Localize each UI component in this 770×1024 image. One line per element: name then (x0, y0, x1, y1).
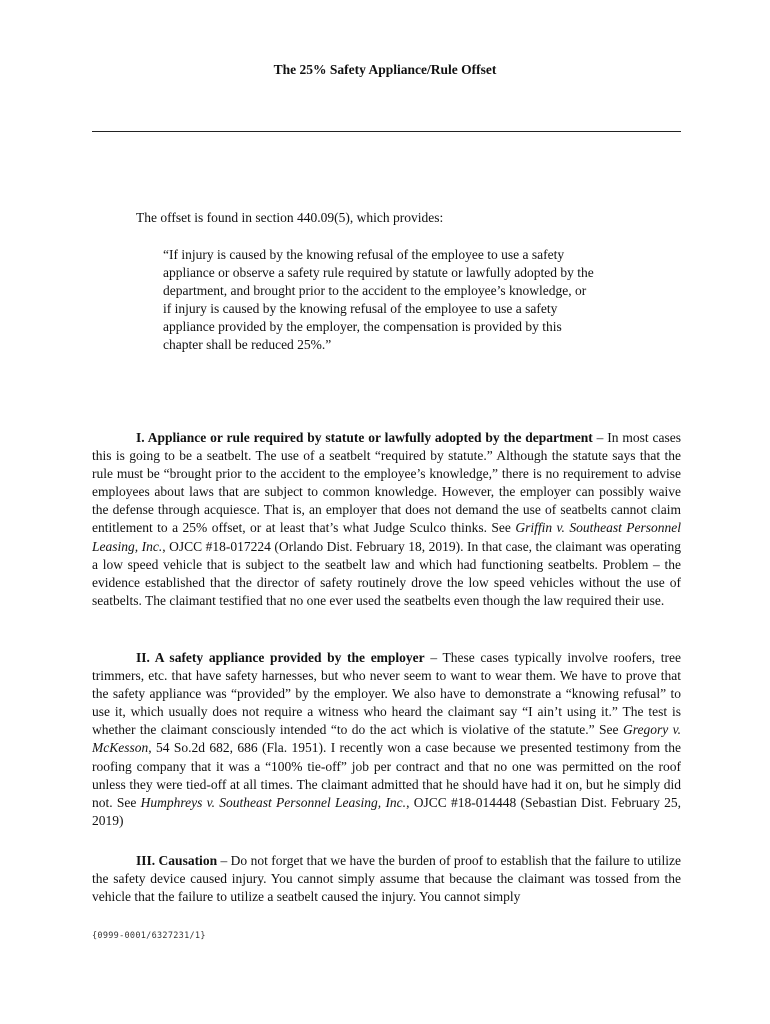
case-citation: Humphreys v. Southeast Personnel Leasing, Inc. (140, 794, 407, 810)
section-body: , OJCC #18-014448 (Sebastian Dist. February 25, 2019) (92, 794, 681, 828)
section-body: – Do not forget that we have the burden of proof to establish that the failure to utilize the safety device caused injury. You cannot simply assume that because the claimant was tossed from the vehicle that the failure to utilize a seatbelt caused the injury. You cannot simply (92, 853, 681, 905)
intro-text: The offset is found in section 440.09(5), which provides: (136, 210, 444, 225)
horizontal-rule (92, 131, 681, 132)
section-body: – In most cases this is going to be a seatbelt. The use of a seatbelt “required by statute.” Although the statute says that the rule must be “brought prior to the accident to the employee’s knowledge,” there is no requirement to advise employees about laws that are subject to common knowledge. However, the employer can possibly waive the defense through acquiesce. That is, an employer that does not demand the use of seatbelts cannot claim entitlement to a 25% offset, or at least that’s what Judge Sculco thinks. See (92, 430, 681, 536)
section-heading: I. Appliance or rule required by statute or lawfully adopted by the department (136, 430, 593, 445)
section-appliance-or-rule (92, 429, 681, 610)
section-heading: II. A safety appliance provided by the employer (136, 650, 425, 665)
section-body: – These cases typically involve roofers, tree trimmers, etc. that have safety harnesses, but who never seem to want to wear them. We have to prove that the safety appliance was “provided” by the employer. We also have to demonstrate a “knowing refusal” to use it, which usually does not require a witness who heard the claimant say “I ain’t using it.” The test is whether the claimant consciously intended “to do the act which is violative of the statute.” See (92, 650, 681, 738)
section-body: , OJCC #18-017224 (Orlando Dist. February 18, 2019). In that case, the claimant was operating a low speed vehicle that is subject to the seatbelt law and which had functioning seatbelts. Problem – the evidence established that the director of safety routinely drove the low speed vehicles without the use of seatbelts. The claimant testified that no one ever used the seatbelts even though the law required their use. (92, 538, 681, 608)
case-citation: Griffin v. Southeast Personnel Leasing, Inc. (92, 520, 682, 554)
section-causation (92, 852, 681, 906)
section-safety-appliance (92, 649, 681, 830)
document-footer-id: {0999-0001/6327231/1} (92, 931, 206, 941)
statute-quote: “If injury is caused by the knowing refusal of the employee to use a safety appliance or observe a safety rule required by statute or lawfully adopted by the department, and brought prior to the accident to the employee’s knowledge, or if injury is caused by the knowing refusal of the employee to use a safety appliance provided by the employer, the compensation is provided by this chapter shall be reduced 25%.” (163, 247, 594, 353)
case-citation: Gregory v. McKesson (92, 722, 681, 756)
section-body: , 54 So.2d 682, 686 (Fla. 1951). I recently won a case because we presented testimony from the roofing company that it was a “100% tie-off” job per contract and that no one was permitted on the roof unless they were tied-off at all times. The claimant admitted that he should have had it on, but he simply did not. See (92, 740, 681, 810)
section-heading: III. Causation (136, 853, 218, 868)
document-title: The 25% Safety Appliance/Rule Offset (273, 62, 497, 77)
